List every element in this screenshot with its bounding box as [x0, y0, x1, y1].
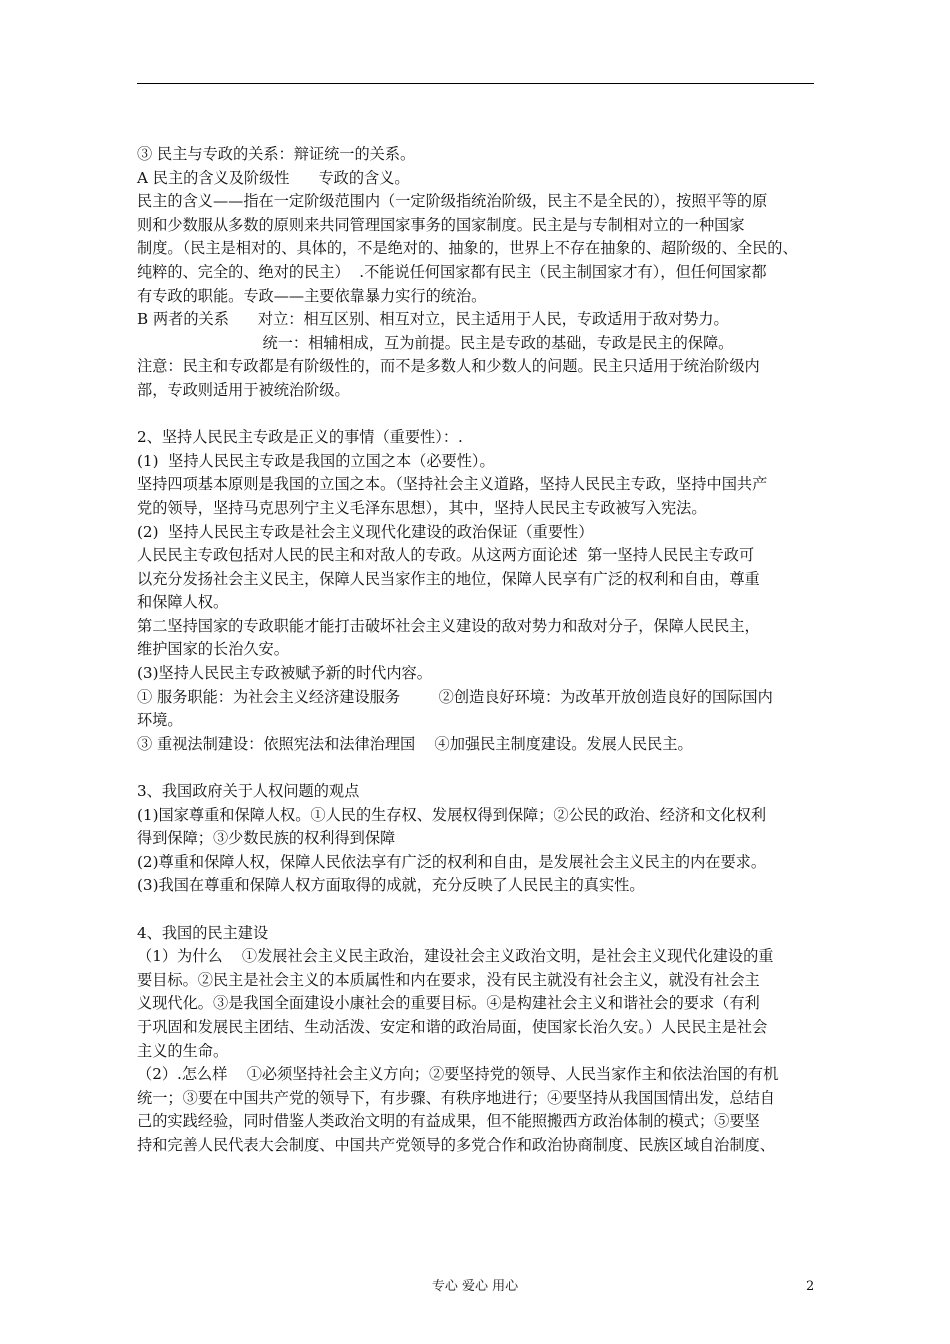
text-line: 维护国家的长治久安。 — [137, 640, 289, 659]
text-line: 坚持四项基本原则是我国的立国之本。（坚持社会主义道路，坚持人民民主专政，坚持中国共产 — [137, 475, 768, 494]
text-line: B 两者的关系 对立：相互区别、相互对立，民主适用于人民，专政适用于敌对势力。 — [137, 310, 729, 329]
text-line: (2)尊重和保障人权，保障人民依法享有广泛的权利和自由，是发展社会主义民主的内在要求。 — [137, 852, 767, 871]
text-line: (1) 坚持人民民主专政是我国的立国之本（必要性）。 — [137, 451, 495, 470]
text-line: （2）.怎么样 ①必须坚持社会主义方向；②要坚持党的领导、人民当家作主和依法治国的有机 — [137, 1065, 779, 1084]
text-line: (3)我国在尊重和保障人权方面取得的成就，充分反映了人民民主的真实性。 — [137, 876, 645, 895]
paragraph-gap — [137, 756, 817, 780]
text-line: (3)坚持人民民主专政被赋予新的时代内容。 — [137, 664, 432, 683]
text-line: 有专政的职能。专政——主要依靠暴力实行的统治。 — [137, 286, 487, 305]
text-line: A 民主的含义及阶级性 专政的含义。 — [137, 168, 410, 187]
page-number: 2 — [806, 1279, 815, 1294]
header-rule — [137, 83, 814, 84]
text-line: 主义的生命。 — [137, 1041, 229, 1060]
text-line: 2、坚持人民民主专政是正义的事情（重要性）：. — [137, 428, 463, 447]
text-line: 要目标。②民主是社会主义的本质属性和内在要求，没有民主就没有社会主义，就没有社会主 — [137, 970, 760, 989]
footer-motto: 专心 爱心 用心 — [431, 1279, 519, 1294]
text-line: 民主的含义——指在一定阶级范围内（一定阶级指统治阶级，民主不是全民的），按照平等的原 — [137, 192, 768, 211]
text-line: 人民民主专政包括对人民的民主和对敌人的专政。从这两方面论述 第一坚持人民民主专政可 — [137, 546, 755, 565]
text-line: 以充分发扬社会主义民主，保障人民当家作主的地位，保障人民享有广泛的权利和自由，尊重 — [137, 569, 760, 588]
text-line: 环境。 — [137, 711, 183, 730]
text-line: 部，专政则适用于被统治阶级。 — [137, 380, 350, 399]
paragraph-gap — [137, 898, 817, 922]
text-line: 4、我国的民主建设 — [137, 923, 269, 942]
text-line: 党的领导，坚持马克思列宁主义毛泽东思想），其中，坚持人民民主专政被写入宪法。 — [137, 498, 707, 517]
text-line: 3、我国政府关于人权问题的观点 — [137, 782, 360, 801]
text-line: 得到保障；③少数民族的权利得到保障 — [137, 829, 396, 848]
text-line: (1)国家尊重和保障人权。①人民的生存权、发展权得到保障；②公民的政治、经济和文化权利 — [137, 805, 767, 824]
text-line: 统一；③要在中国共产党的领导下，有步骤、有秩序地进行；④要坚持从我国国情出发，总结自 — [137, 1088, 775, 1107]
document-body — [137, 143, 817, 1158]
text-line: 制度。（民主是相对的、具体的，不是绝对的、抽象的，世界上不存在抽象的、超阶级的、全民的、 — [137, 239, 798, 258]
text-line: 纯粹的、完全的、绝对的民主） .不能说任何国家都有民主（民主制国家才有），但任何国家都 — [137, 262, 767, 281]
text-line: 统一：相辅相成，互为前提。民主是专政的基础，专政是民主的保障。 — [137, 333, 734, 352]
text-line: 己的实践经验，同时借鉴人类政治文明的有益成果，但不能照搬西方政治体制的模式；⑤要坚 — [137, 1112, 760, 1131]
text-line: 则和少数服从多数的原则来共同管理国家事务的国家制度。民主是与专制相对立的一种国家 — [137, 215, 745, 234]
text-line: (2) 坚持人民民主专政是社会主义现代化建设的政治保证（重要性） — [137, 522, 594, 541]
text-line: 和保障人权。 — [137, 593, 229, 612]
text-line: ③ 民主与专政的关系：辩证统一的关系。 — [137, 145, 416, 163]
text-line: （1）为什么 ①发展社会主义民主政治，建设社会主义政治文明，是社会主义现代化建设的重 — [137, 947, 774, 966]
text-line: 持和完善人民代表大会制度、中国共产党领导的多党合作和政治协商制度、民族区域自治制度、 — [137, 1135, 775, 1154]
text-line: 注意：民主和专政都是有阶级性的，而不是多数人和少数人的问题。民主只适用于统治阶级内 — [137, 357, 760, 376]
text-line: 第二坚持国家的专政职能才能打击破坏社会主义建设的敌对势力和敌对分子，保障人民民主， — [137, 616, 760, 635]
text-line: ① 服务职能：为社会主义经济建设服务 ②创造良好环境：为改革开放创造良好的国际国内 — [137, 687, 773, 706]
paragraph-gap — [137, 403, 817, 427]
text-line: 于巩固和发展民主团结、生动活泼、安定和谐的政治局面，使国家长治久安。）人民民主是社会 — [137, 1017, 768, 1036]
text-line: 义现代化。③是我国全面建设小康社会的重要目标。④是构建社会主义和谐社会的要求（有利 — [137, 994, 760, 1013]
text-line: ③ 重视法制建设：依照宪法和法律治理国 ④加强民主制度建设。发展人民民主。 — [137, 734, 693, 753]
